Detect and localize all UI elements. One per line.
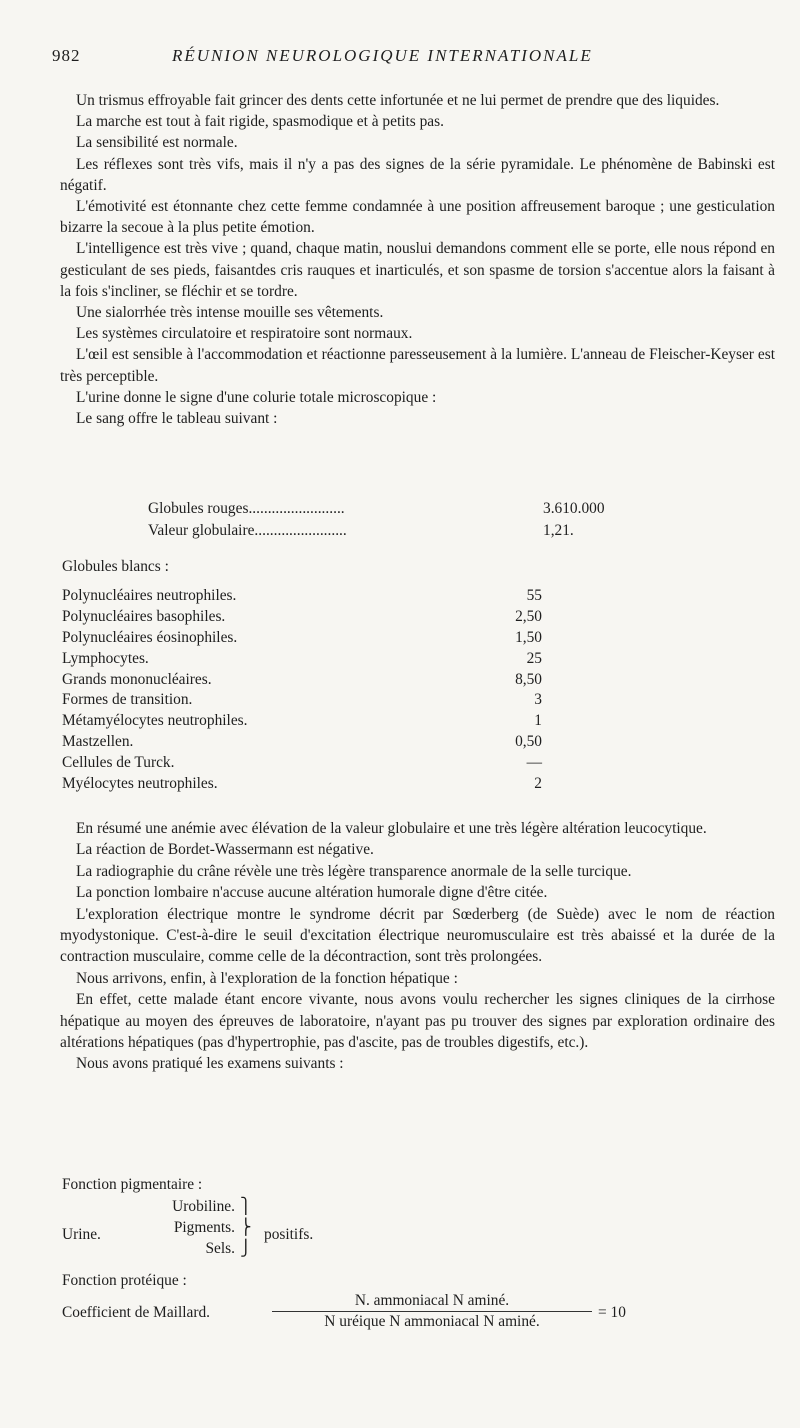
fonction-pigmentaire-title: Fonction pigmentaire : bbox=[62, 1176, 203, 1193]
table-row bbox=[62, 753, 582, 774]
cell-label: Métamyélocytes neutrophiles. bbox=[62, 712, 248, 730]
table-row bbox=[148, 520, 648, 542]
blood-label: Globules rouges......................... bbox=[148, 500, 345, 517]
cell-value: 8,50 bbox=[515, 670, 542, 688]
paragraph: La réaction de Bordet-Wassermann est négative. bbox=[76, 841, 374, 859]
paragraph: Nous arrivons, enfin, à l'exploration de la fonction hépatique : bbox=[76, 969, 458, 987]
urine-item: Pigments. bbox=[173, 1219, 235, 1236]
urine-item: Sels. bbox=[205, 1240, 235, 1257]
paragraph: L'exploration électrique montre le syndrome décrit par Sœderberg (de Suède) avec le nom de réaction myodystonique. C'est-à-dire le seuil d'excitation électrique neuromusculaire est très abaissé et la durée de la contraction musculaire, comme celle de la décontraction, sont très prolongées. bbox=[60, 905, 775, 966]
cell-label: Grands mononucléaires. bbox=[62, 670, 212, 688]
table-row bbox=[62, 711, 582, 732]
cell-label: Formes de transition. bbox=[62, 691, 193, 709]
paragraph: L'œil est sensible à l'accommodation et réactionne paresseusement à la lumière. L'anneau de Fleischer-Keyser est très perceptible. bbox=[60, 346, 775, 385]
cell-label: Mastzellen. bbox=[62, 733, 134, 751]
table-row bbox=[62, 774, 582, 795]
body-text-bottom bbox=[60, 818, 775, 1075]
table-row bbox=[62, 690, 582, 711]
paragraph: Le sang offre le tableau suivant : bbox=[76, 410, 278, 428]
cell-label: Polynucléaires neutrophiles. bbox=[62, 587, 237, 604]
urine-result: positifs. bbox=[264, 1226, 314, 1243]
paragraph: Un trismus effroyable fait grincer des dents cette infortunée et ne lui permet de prendre que des liquides. bbox=[76, 92, 720, 109]
blood-label: Valeur globulaire........................ bbox=[148, 521, 347, 539]
cell-label: Cellules de Turck. bbox=[62, 754, 175, 772]
urine-item: Urobiline. bbox=[172, 1198, 235, 1215]
body-text-top bbox=[60, 90, 775, 429]
paragraph: Nous avons pratiqué les examens suivants : bbox=[76, 1055, 344, 1073]
paragraph: L'intelligence est très vive ; quand, chaque matin, nouslui demandons comment elle se porte, elle nous répond en gesticulant de ses pieds, faisantdes cris rauques et inarticulés, et son spasme de torsion s'accentue alors la faisant à la fois s'incliner, se fléchir et se tordre. bbox=[60, 240, 775, 300]
table-row bbox=[62, 607, 582, 628]
cell-label: Lymphocytes. bbox=[62, 649, 149, 667]
maillard-result: = 10 bbox=[598, 1304, 626, 1321]
globules-blancs-title: Globules blancs : bbox=[62, 558, 169, 575]
cell-label: Polynucléaires basophiles. bbox=[62, 607, 226, 625]
table-row bbox=[62, 732, 582, 753]
paragraph: L'émotivité est étonnante chez cette femme condamnée à une position affreusement baroque ; une gesticulation bizarre la secoue à la plus petite émotion. bbox=[60, 198, 775, 237]
cell-value: 2 bbox=[534, 775, 542, 793]
paragraph: L'urine donne le signe d'une colurie totale microscopique : bbox=[76, 388, 437, 406]
brace-symbol: ⎫ ⎬ ⎭ bbox=[240, 1198, 252, 1257]
cell-value: 25 bbox=[526, 649, 542, 667]
paragraph: Une sialorrhée très intense mouille ses vêtements. bbox=[76, 304, 384, 322]
fraction-denominator: N uréique N ammoniacal N aminé. bbox=[324, 1313, 540, 1330]
paragraph: La ponction lombaire n'accuse aucune altération humorale digne d'être citée. bbox=[76, 884, 548, 902]
blood-table bbox=[148, 498, 648, 541]
running-head: RÉUNION NEUROLOGIQUE INTERNATIONALE bbox=[172, 46, 593, 65]
maillard-fraction bbox=[272, 1292, 592, 1331]
paragraph: En résumé une anémie avec élévation de la valeur globulaire et une très légère altération leucocytique. bbox=[76, 820, 707, 837]
fonction-proteique-title: Fonction protéique : bbox=[62, 1272, 187, 1289]
paragraph: La marche est tout à fait rigide, spasmodique et à petits pas. bbox=[76, 113, 444, 131]
cell-value: 0,50 bbox=[515, 733, 542, 751]
cell-value: 2,50 bbox=[515, 607, 542, 625]
table-row bbox=[148, 498, 648, 520]
blood-value: 3.610.000 bbox=[543, 500, 605, 517]
cell-value: 55 bbox=[526, 587, 542, 604]
table-row bbox=[62, 586, 582, 607]
fraction-numerator: N. ammoniacal N aminé. bbox=[272, 1292, 592, 1312]
paragraph: En effet, cette malade étant encore vivante, nous avons voulu rechercher les signes cliniques de la cirrhose hépatique au moyen des épreuves de laboratoire, n'ayant pas pu trouver des signes par exploration ordinaire des altérations hépatiques (pas d'hypertrophie, pas d'ascite, pas de troubles digestifs, etc.). bbox=[60, 991, 775, 1052]
page-header bbox=[52, 46, 772, 72]
cell-value: 1 bbox=[534, 712, 542, 730]
cell-label: Polynucléaires éosinophiles. bbox=[62, 628, 238, 646]
cell-value: 3 bbox=[534, 691, 542, 709]
globules-blancs-table bbox=[62, 586, 582, 795]
table-row bbox=[62, 670, 582, 691]
paragraph: Les systèmes circulatoire et respiratoire sont normaux. bbox=[76, 325, 413, 343]
table-row bbox=[62, 628, 582, 649]
urine-items bbox=[130, 1196, 235, 1259]
paragraph: Les réflexes sont très vifs, mais il n'y a pas des signes de la série pyramidale. Le phénomène de Babinski est négatif. bbox=[60, 155, 775, 194]
cell-label: Myélocytes neutrophiles. bbox=[62, 775, 218, 793]
cell-value: 1,50 bbox=[515, 628, 542, 646]
paragraph: La sensibilité est normale. bbox=[76, 134, 238, 152]
paragraph: La radiographie du crâne révèle une très légère transparence anormale de la selle turcique. bbox=[76, 862, 632, 880]
cell-value: — bbox=[526, 754, 542, 772]
page-number: 982 bbox=[52, 46, 81, 65]
urine-label: Urine. bbox=[62, 1226, 101, 1243]
table-row bbox=[62, 649, 582, 670]
maillard-label: Coefficient de Maillard. bbox=[62, 1304, 211, 1321]
blood-value: 1,21. bbox=[543, 521, 574, 539]
